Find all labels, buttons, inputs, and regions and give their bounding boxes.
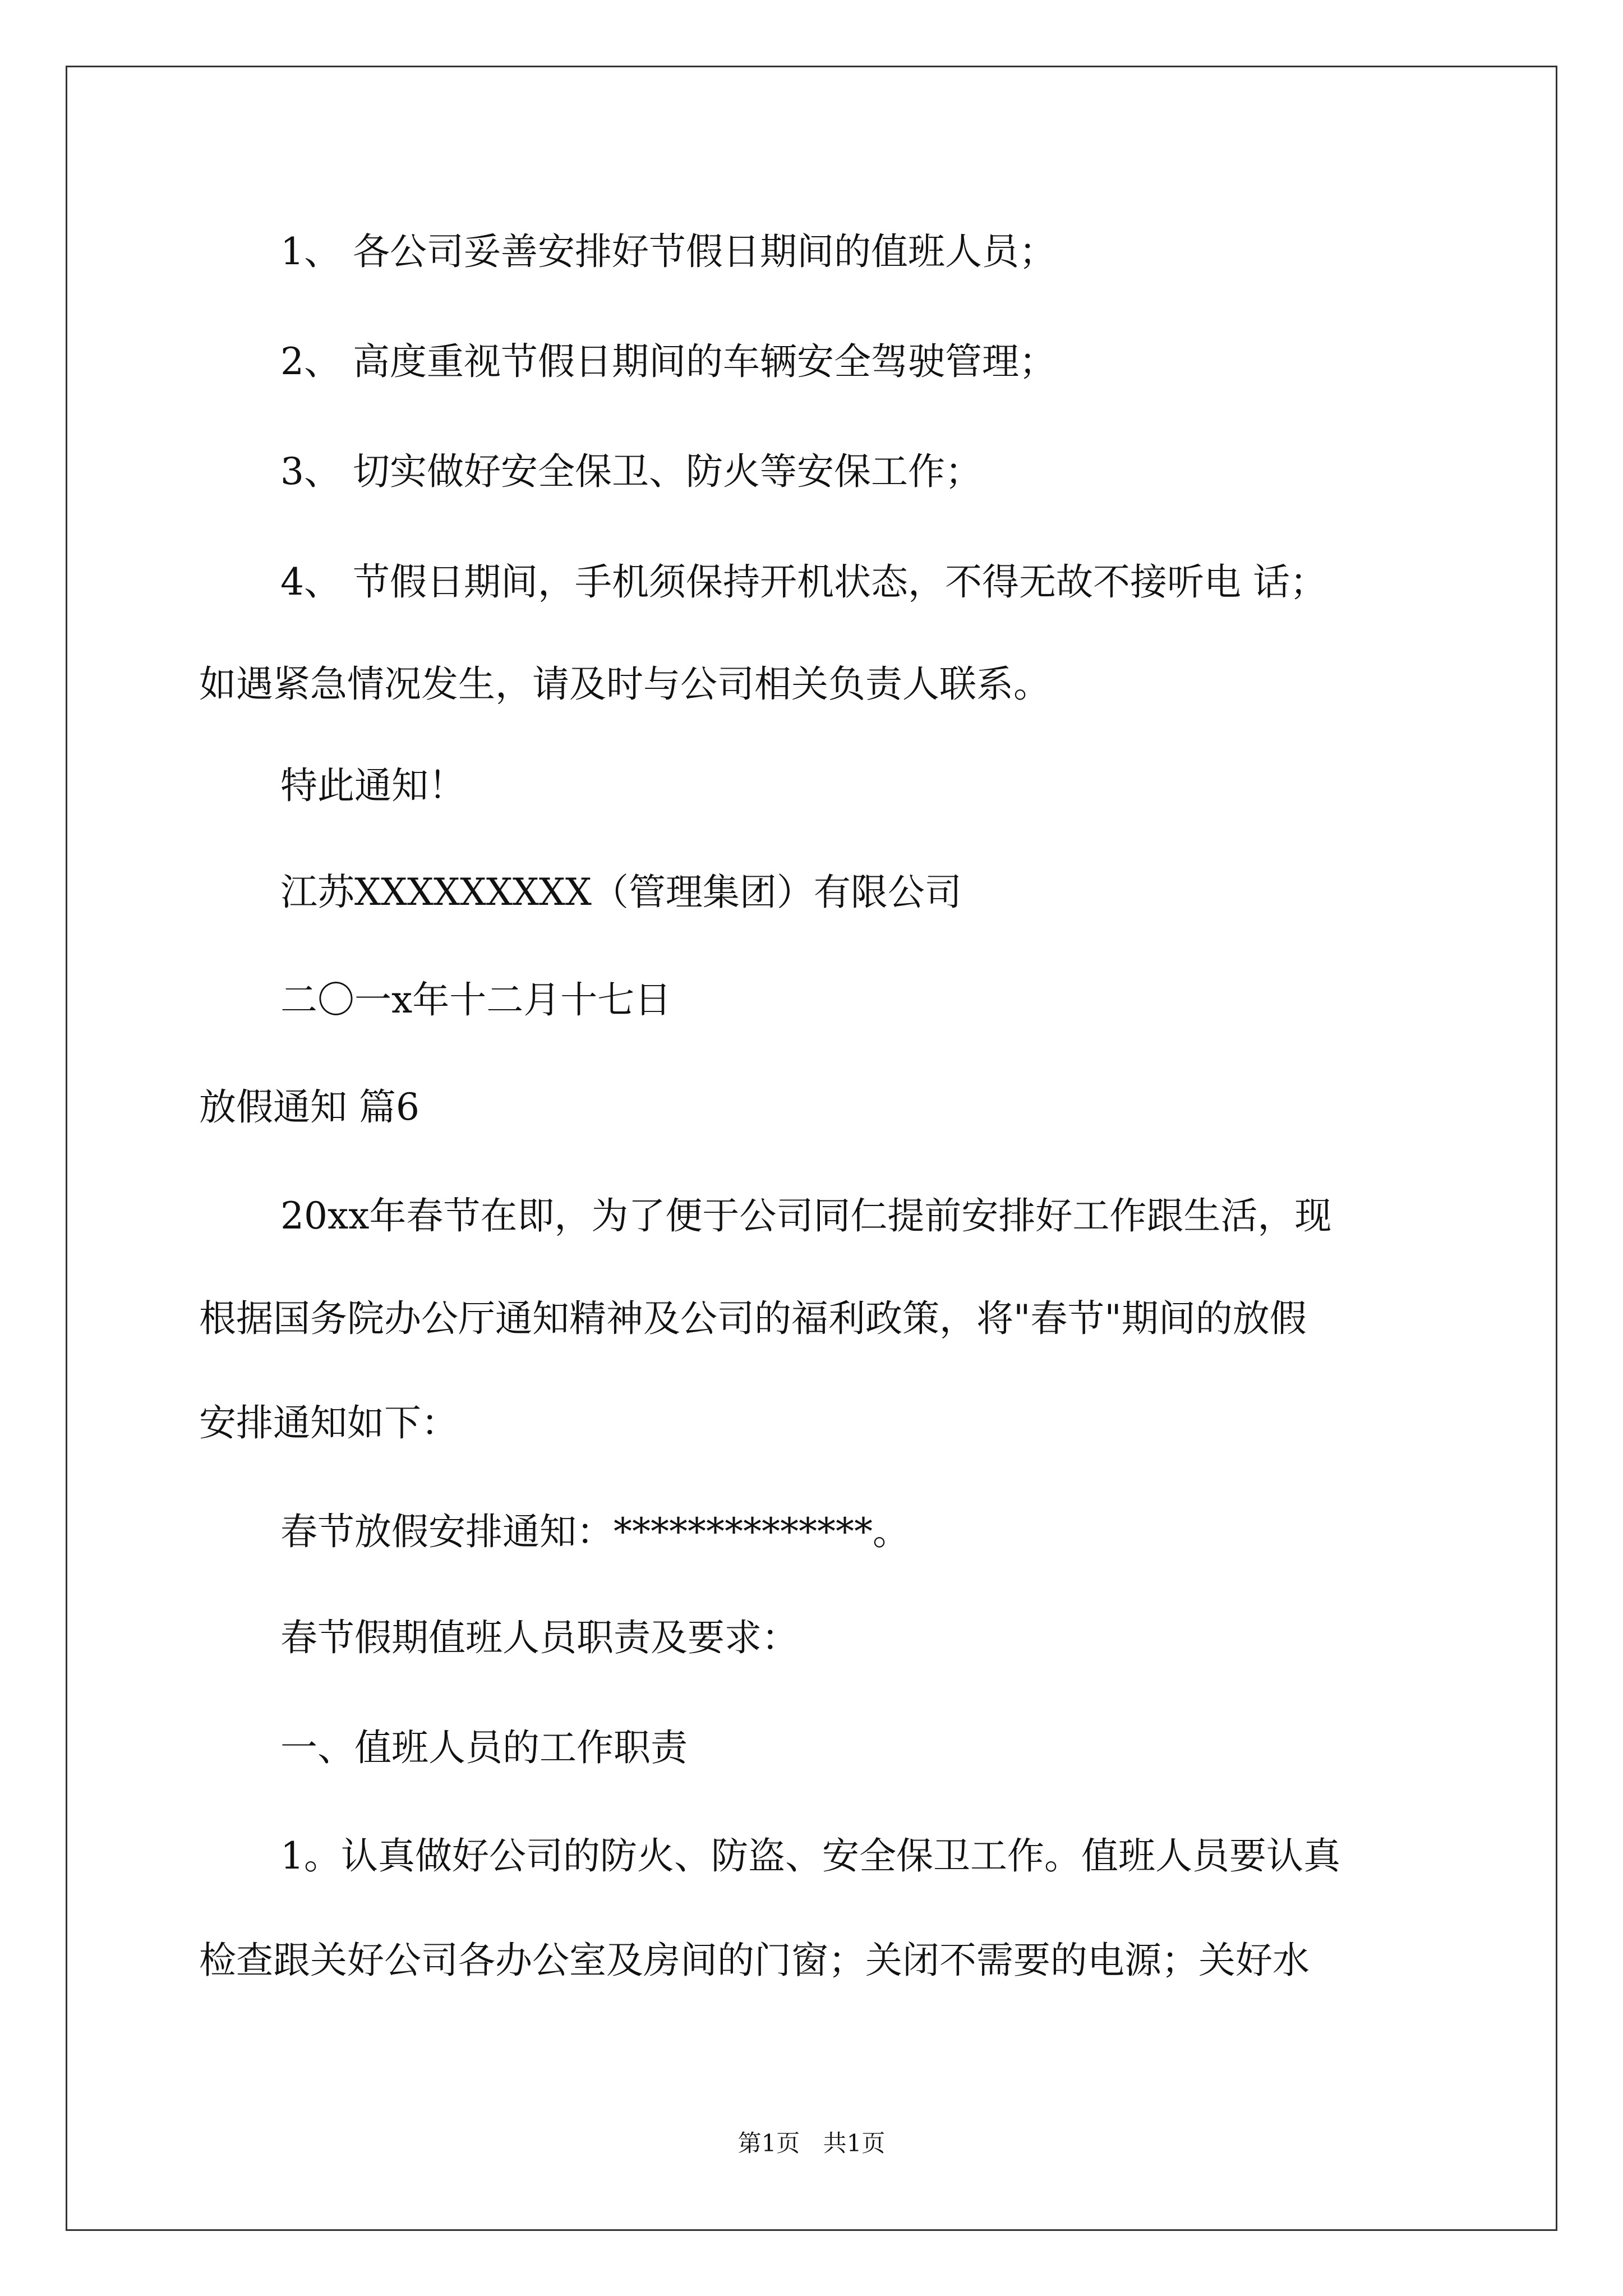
text-line-2: 2、 高度重视节假日期间的车辆安全驾驶管理； [280,340,1056,383]
text-line-12: 安排通知如下： [199,1401,458,1444]
text-line-6: 特此通知！ [280,764,465,807]
text-line-11: 根据国务院办公厅通知精神及公司的福利政策，将"春节"期间的放假 [199,1297,1307,1340]
text-line-4: 4、 节假日期间，手机须保持开机状态，不得无故不接听电 话； [280,560,1327,604]
text-line-1: 1、 各公司妥善安排好节假日期间的值班人员； [280,230,1056,273]
page-border [66,66,1557,2231]
section-heading: 放假通知 篇6 [199,1085,419,1129]
text-line-17: 检查跟关好公司各办公室及房间的门窗；关闭不需要的电源；关好水 [199,1939,1310,1982]
text-line-13: 春节放假安排通知：**************。 [280,1510,910,1553]
footer-page-total: 共1页 [823,2129,886,2157]
text-line-5: 如遇紧急情况发生，请及时与公司相关负责人联系。 [199,662,1050,706]
text-line-14: 春节假期值班人员职责及要求： [280,1616,799,1659]
text-line-15: 一、值班人员的工作职责 [280,1726,688,1769]
text-line-8: 二〇一x年十二月十七日 [280,978,672,1022]
text-line-3: 3、 切实做好安全保卫、防火等安保工作； [280,450,982,493]
text-line-7: 江苏XXXXXXXXX（管理集团）有限公司 [280,871,962,914]
text-line-16: 1。认真做好公司的防火、防盗、安全保卫工作。值班人员要认真 [280,1834,1340,1878]
footer-page-current: 第1页 [737,2129,800,2157]
page-footer [0,2129,1623,2157]
text-line-10: 20xx年春节在即，为了便于公司同仁提前安排好工作跟生活，现 [280,1194,1332,1237]
